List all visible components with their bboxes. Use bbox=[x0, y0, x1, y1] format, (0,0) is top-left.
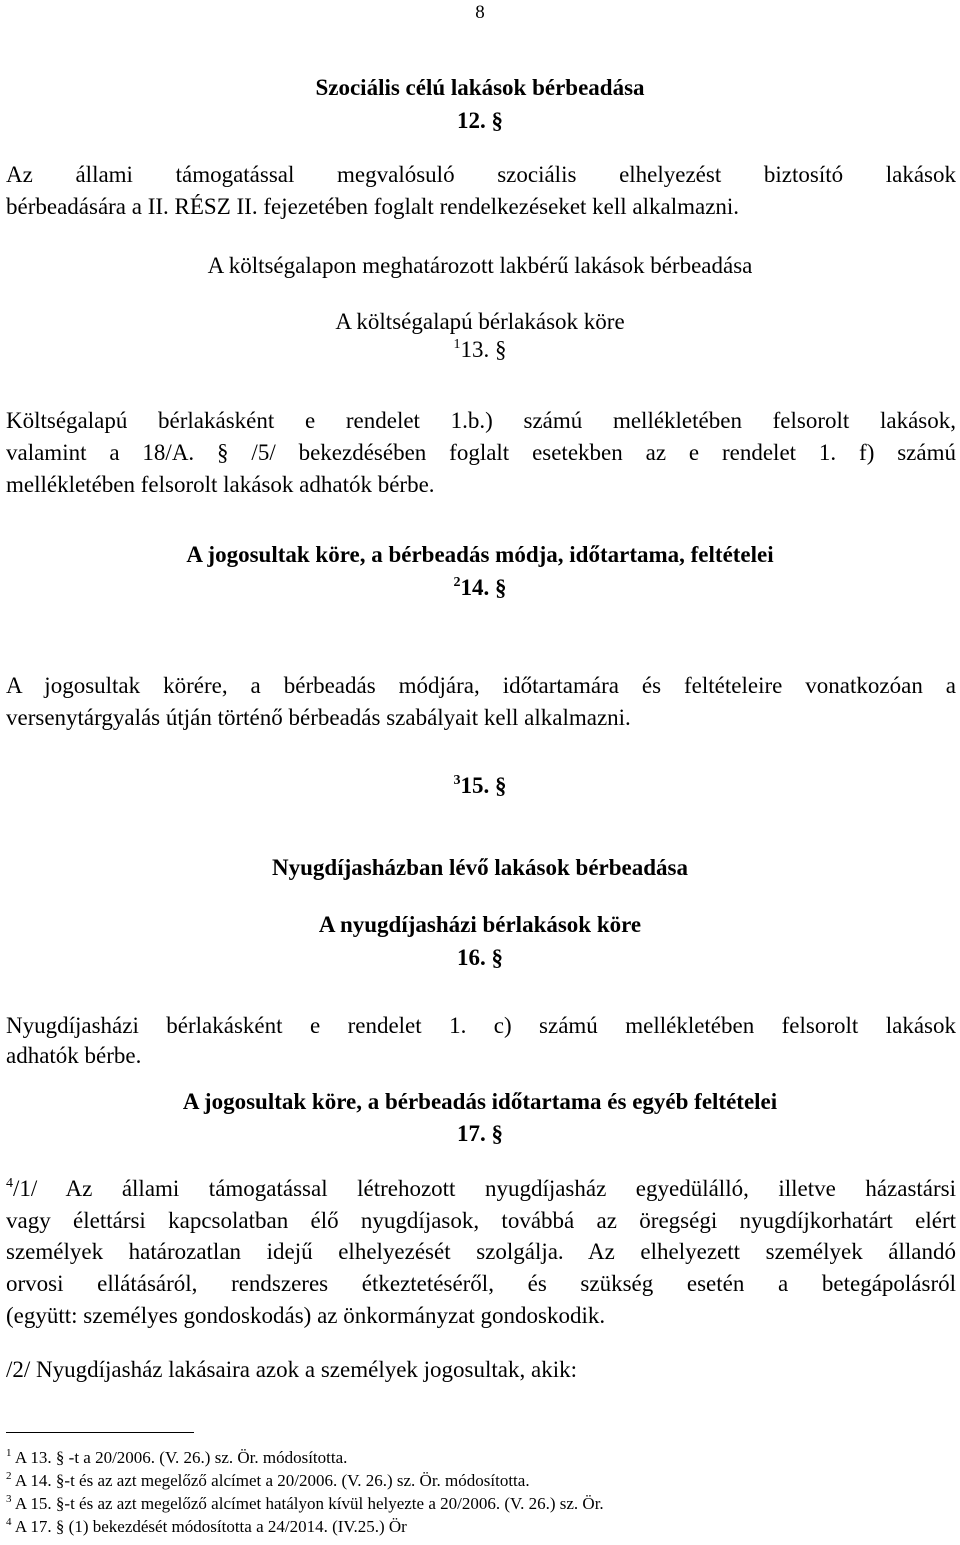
section-15-number bbox=[0, 772, 960, 800]
cost-based-subheading: A költségalapú bérlakások köre bbox=[335, 309, 625, 334]
section-13-number-text: 13. § bbox=[460, 337, 507, 362]
footnote bbox=[6, 1494, 946, 1514]
footnote-text: A 14. §-t és az azt megelőző alcímet a 20/2006. (V. 26.) sz. Ör. módosította. bbox=[14, 1471, 530, 1490]
section-14-text-line: versenytárgyalás útján történő bérbeadás szabályait kell alkalmazni. bbox=[6, 705, 631, 730]
section-14-text-line: A jogosultak körére, a bérbeadás módjára, időtartamára és feltételeire vonatkozóan a bbox=[6, 673, 956, 698]
footnote bbox=[6, 1448, 946, 1468]
page-number: 8 bbox=[475, 2, 485, 23]
section-17-text-line: orvosi ellátásáról, rendszeres étkeztetéséről, és szükség esetén a betegápolásról bbox=[6, 1271, 956, 1296]
section-12-text-line: Az állami támogatással megvalósuló szociális elhelyezést biztosító lakások bbox=[6, 162, 956, 187]
footnote-text: A 13. § -t a 20/2006. (V. 26.) sz. Ör. módosította. bbox=[14, 1448, 348, 1467]
section-15-number-text: 15. § bbox=[460, 773, 507, 798]
section-13-text-line: Költségalapú bérlakásként e rendelet 1.b.) számú mellékletében felsorolt lakások, bbox=[6, 408, 956, 433]
section-13-text-line: mellékletében felsorolt lakások adhatók bérbe. bbox=[6, 472, 435, 497]
section-14-number-text: 14. § bbox=[460, 575, 507, 600]
section-17-text-line: (együtt: személyes gondoskodás) az önkormányzat gondoskodik. bbox=[6, 1303, 606, 1328]
section-12-title: Szociális célú lakások bérbeadása bbox=[315, 75, 645, 100]
section-17-text-line: személyek határozatlan idejű elhelyezését szolgálja. Az elhelyezett személyek állandó bbox=[6, 1239, 956, 1264]
footnote bbox=[6, 1471, 946, 1491]
footnote-ref: 2 bbox=[453, 575, 461, 590]
section-17-paragraph-2: /2/ Nyugdíjasház lakásaira azok a személyek jogosultak, akik: bbox=[6, 1357, 577, 1382]
footnote-divider bbox=[6, 1432, 194, 1433]
section-17-number: 17. § bbox=[457, 1121, 503, 1146]
footnote bbox=[6, 1517, 946, 1537]
section-17-text-line bbox=[6, 1175, 956, 1203]
section-16-text-line: Nyugdíjasházi bérlakásként e rendelet 1. c) számú mellékletében felsorolt lakások bbox=[6, 1013, 956, 1038]
section-12-text-line: bérbeadására a II. RÉSZ II. fejezetében foglalt rendelkezéseket kell alkalmazni. bbox=[6, 194, 740, 219]
section-16-text-line: adhatók bérbe. bbox=[6, 1043, 142, 1068]
footnote-number: 1 bbox=[6, 1447, 12, 1459]
section-13-number bbox=[0, 336, 960, 364]
pension-eligibility-heading: A jogosultak köre, a bérbeadás időtartama és egyéb feltételei bbox=[182, 1089, 778, 1114]
section-16-number: 16. § bbox=[457, 945, 503, 970]
eligibility-heading: A jogosultak köre, a bérbeadás módja, időtartama, feltételei bbox=[186, 542, 774, 567]
section-12-number: 12. § bbox=[457, 108, 503, 133]
section-17-text-line: vagy élettársi kapcsolatban élő nyugdíjasok, továbbá az öregségi nyugdíjkorhatárt elért bbox=[6, 1208, 956, 1233]
cost-based-heading: A költségalapon meghatározott lakbérű lakások bérbeadása bbox=[207, 253, 753, 278]
pension-house-heading: Nyugdíjasházban lévő lakások bérbeadása bbox=[272, 855, 688, 880]
footnote-number: 3 bbox=[6, 1493, 12, 1505]
footnote-number: 2 bbox=[6, 1470, 12, 1482]
footnote-number: 4 bbox=[6, 1516, 12, 1528]
section-13-text-line: valamint a 18/A. § /5/ bekezdésében foglalt esetekben az e rendelet 1. f) számú bbox=[6, 440, 956, 465]
footnote-text: A 17. § (1) bekezdését módosította a 24/2014. (IV.25.) Ör bbox=[14, 1517, 407, 1536]
footnote-ref: 1 bbox=[453, 337, 461, 352]
footnote-text: A 15. §-t és az azt megelőző alcímet hatályon kívül helyezte a 20/2006. (V. 26.) sz. Ör. bbox=[14, 1494, 604, 1513]
footnote-ref: 4 bbox=[6, 1176, 13, 1191]
section-17-text: /1/ Az állami támogatással létrehozott nyugdíjasház egyedülálló, illetve házastársi bbox=[13, 1176, 956, 1201]
pension-house-subheading: A nyugdíjasházi bérlakások köre bbox=[318, 912, 642, 937]
section-14-number bbox=[0, 574, 960, 602]
footnote-ref: 3 bbox=[453, 773, 461, 788]
